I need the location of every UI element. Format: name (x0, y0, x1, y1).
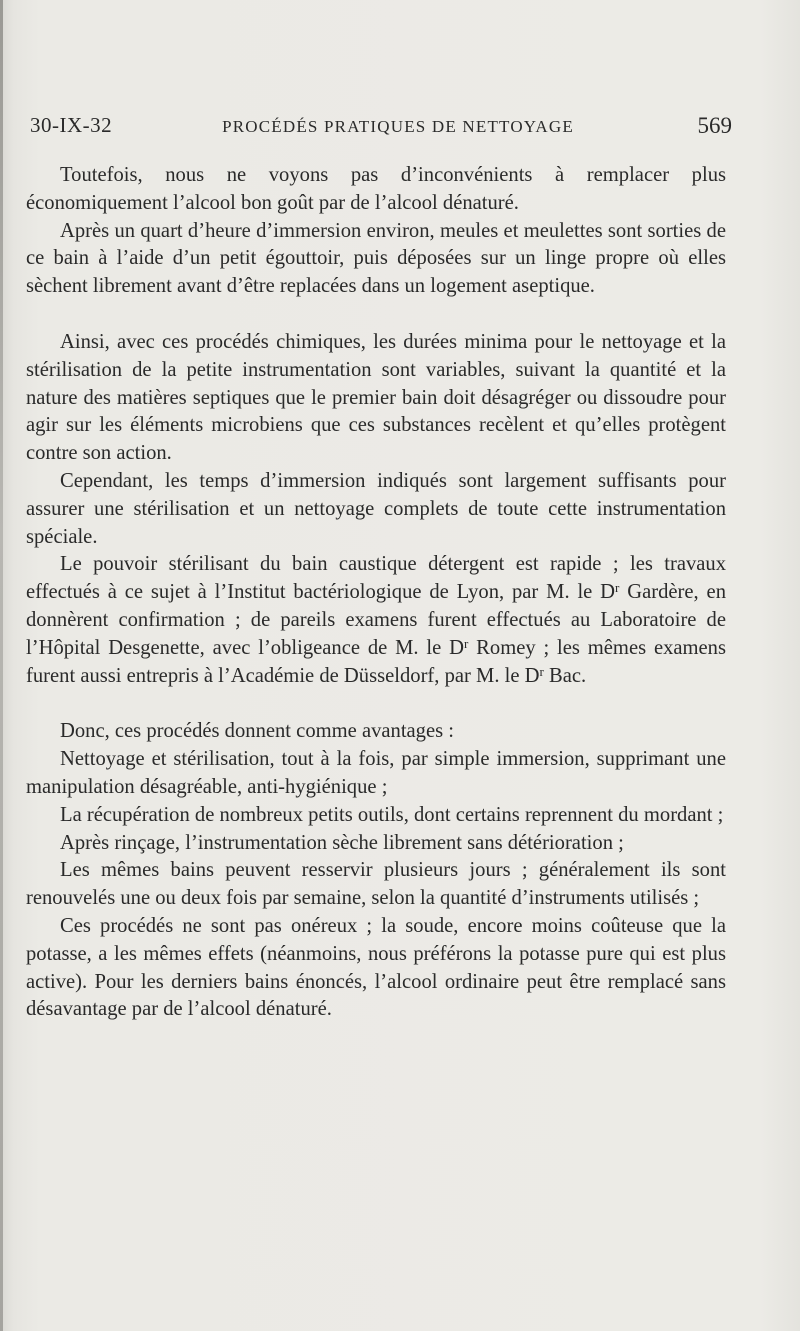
running-header (30, 113, 732, 145)
paragraph: Donc, ces procédés donnent comme avantages : (60, 720, 454, 743)
page-spine-edge (0, 0, 3, 1331)
superscript: r (463, 635, 469, 651)
advantage-item: Après rinçage, l’instrumentation sèche librement sans détérioration ; (60, 831, 624, 854)
paragraph-text: Gardère, en donnèrent confirmation ; de pareils examens furent effectués au Laboratoire de l’Hôpital Desgenette, avec l’obligeance de M. le D (26, 581, 726, 659)
paragraph: Ainsi, avec ces procédés chimiques, les durées minima pour le nettoyage et la stérilisation de la petite instrumentation sont variables, suivant la quantité et la nature des matières septiques que le premier bain doit désagréger ou dissoudre pour agir sur les éléments microbiens que ces substances recèlent et qu’elles protègent contre son action. (26, 330, 726, 465)
section-gap (26, 301, 726, 329)
paragraph-text: Bac. (543, 664, 587, 687)
paragraph-text: Le pouvoir stérilisant du bain caustique détergent est rapide ; les travaux effectués à ce sujet à l’Institut bactériologique de Lyon, par M. le D (26, 553, 726, 604)
advantage-item: Les mêmes bains peuvent resservir plusieurs jours ; généralement ils sont renouvelés une ou deux fois par semaine, selon la quantité d’instruments utilisés ; (26, 859, 726, 910)
paragraph: Cependant, les temps d’immersion indiqués sont largement suffisants pour assurer une stérilisation et un nettoyage complets de toute cette instrumentation spéciale. (26, 469, 726, 548)
section-gap (26, 690, 726, 718)
advantage-item: La récupération de nombreux petits outils, dont certains reprennent du mordant ; (60, 803, 724, 826)
header-date: 30-IX-32 (30, 113, 113, 137)
header-running-title: PROCÉDÉS PRATIQUES DE NETTOYAGE (222, 117, 574, 136)
advantage-item: Nettoyage et stérilisation, tout à la fois, par simple immersion, supprimant une manipulation désagréable, anti-hygiénique ; (26, 748, 726, 798)
paragraph-with-citations (26, 551, 726, 690)
superscript: r (539, 663, 544, 679)
paragraph: Après un quart d’heure d’immersion environ, meules et meulettes sont sorties de ce bain à l’aide d’un petit égouttoir, puis déposées sur un linge propre où elles sèchent librement avant d’être replacées dans un logement aseptique. (26, 219, 726, 298)
advantage-item: Ces procédés ne sont pas onéreux ; la soude, encore moins coûteuse que la potasse, a les mêmes effets (néanmoins, nous préférons la potasse pure qui est plus active). Pour les derniers bains énoncés, l’alcool ordinaire peut être remplacé sans désavantage par de l’alcool dénaturé. (26, 914, 726, 1021)
paragraph: Toutefois, nous ne voyons pas d’inconvénients à remplacer plus économiquement l’alcool bon goût par de l’alcool dénaturé. (26, 164, 726, 214)
paragraph-text: Romey ; les mêmes examens furent aussi entrepris à l’Académie de Düsseldorf, par M. le D (26, 636, 726, 687)
page-number: 569 (697, 113, 732, 138)
page-body (26, 162, 726, 1024)
superscript: r (615, 580, 620, 596)
